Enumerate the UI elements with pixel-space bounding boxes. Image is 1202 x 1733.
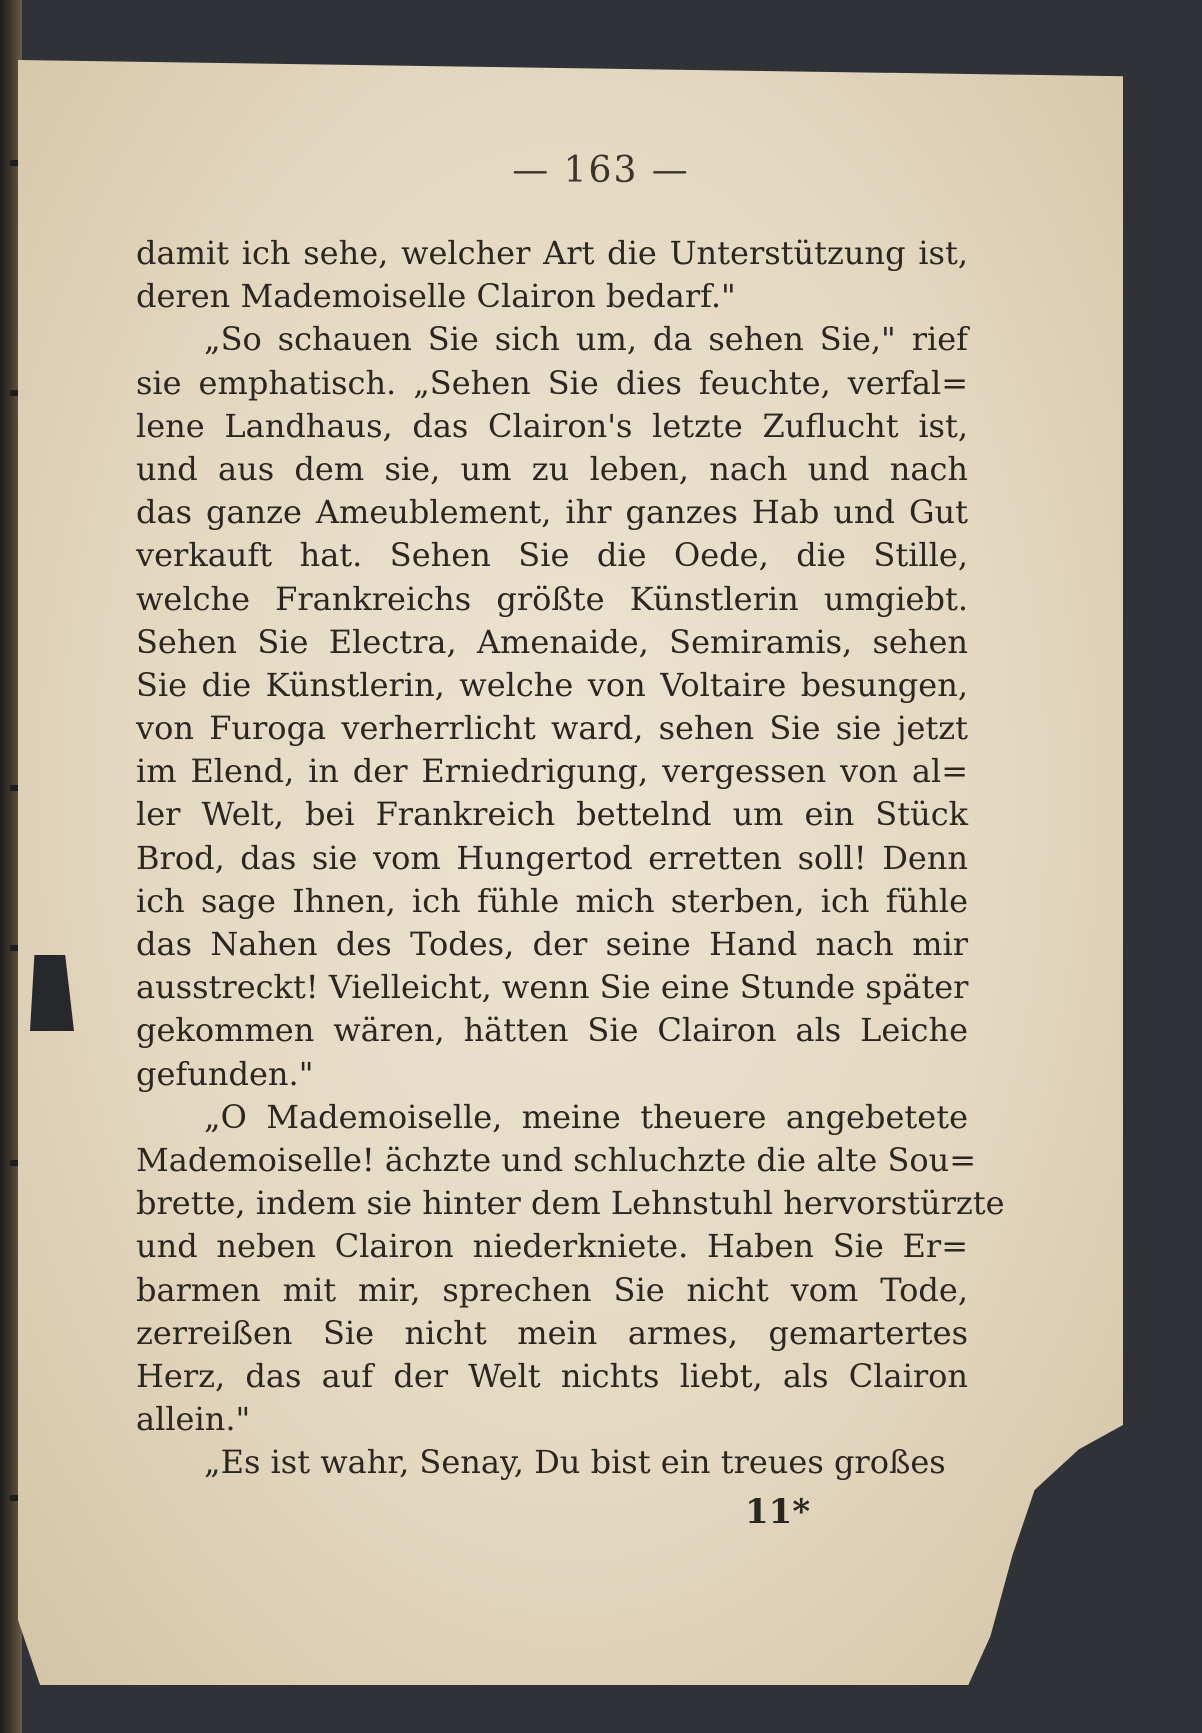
text-line: verkauft hat. Sehen Sie die Oede, die Stille, — [136, 536, 968, 575]
text-line: ler Welt, bei Frankreich bettelnd um ein Stück — [136, 795, 968, 834]
text-line: sie emphatisch. „Sehen Sie dies feuchte, verfal= — [136, 363, 968, 402]
text-line: „So schauen Sie sich um, da sehen Sie," rief — [204, 320, 968, 359]
text-line: brette, indem sie hinter dem Lehnstuhl hervorstürzte — [136, 1184, 1005, 1223]
text-line: welche Frankreichs größte Künstlerin umgiebt. — [136, 579, 968, 618]
text-line: ausstreckt! Vielleicht, wenn Sie eine Stunde später — [136, 968, 969, 1007]
text-line: und aus dem sie, um zu leben, nach und nach — [136, 449, 968, 488]
text-line: Sehen Sie Electra, Amenaide, Semiramis, sehen — [136, 622, 968, 661]
text-line: gefunden." — [136, 1054, 314, 1093]
text-line: Herz, das auf der Welt nichts liebt, als Clairon — [136, 1356, 968, 1395]
text-line: lene Landhaus, das Clairon's letzte Zuflucht ist, — [136, 406, 968, 445]
page-text — [136, 232, 1005, 1484]
text-line: Brod, das sie vom Hungertod erretten soll! Denn — [136, 838, 968, 877]
text-line: „O Mademoiselle, meine theuere angebetete — [204, 1097, 968, 1136]
page-number: — 163 — — [512, 150, 690, 191]
text-line: von Furoga verherrlicht ward, sehen Sie sie jetzt — [136, 709, 968, 748]
text-line: das Nahen des Todes, der seine Hand nach mir — [136, 925, 968, 963]
text-line: gekommen wären, hätten Sie Clairon als Leiche — [136, 1011, 968, 1050]
text-line: allein." — [136, 1400, 251, 1439]
text-line: damit ich sehe, welcher Art die Unterstützung ist, — [136, 234, 968, 272]
text-line: im Elend, in der Erniedrigung, vergessen von al= — [136, 752, 968, 791]
text-line: barmen mit mir, sprechen Sie nicht vom Tode, — [136, 1270, 968, 1309]
text-line: und neben Clairon niederkniete. Haben Sie Er= — [136, 1227, 968, 1266]
text-line: ich sage Ihnen, ich fühle mich sterben, ich fühle — [136, 881, 968, 920]
text-line: Sie die Künstlerin, welche von Voltaire besungen, — [136, 665, 968, 704]
text-line: deren Mademoiselle Clairon bedarf." — [136, 277, 736, 316]
text-line: zerreißen Sie nicht mein armes, gemartertes — [136, 1313, 968, 1352]
text-line: Mademoiselle! ächzte und schluchzte die alte Sou= — [136, 1140, 977, 1179]
text-line: das ganze Ameublement, ihr ganzes Hab und Gut — [136, 493, 968, 532]
text-line: „Es ist wahr, Senay, Du bist ein treues großes — [204, 1443, 946, 1482]
signature-mark: 11* — [745, 1492, 811, 1532]
